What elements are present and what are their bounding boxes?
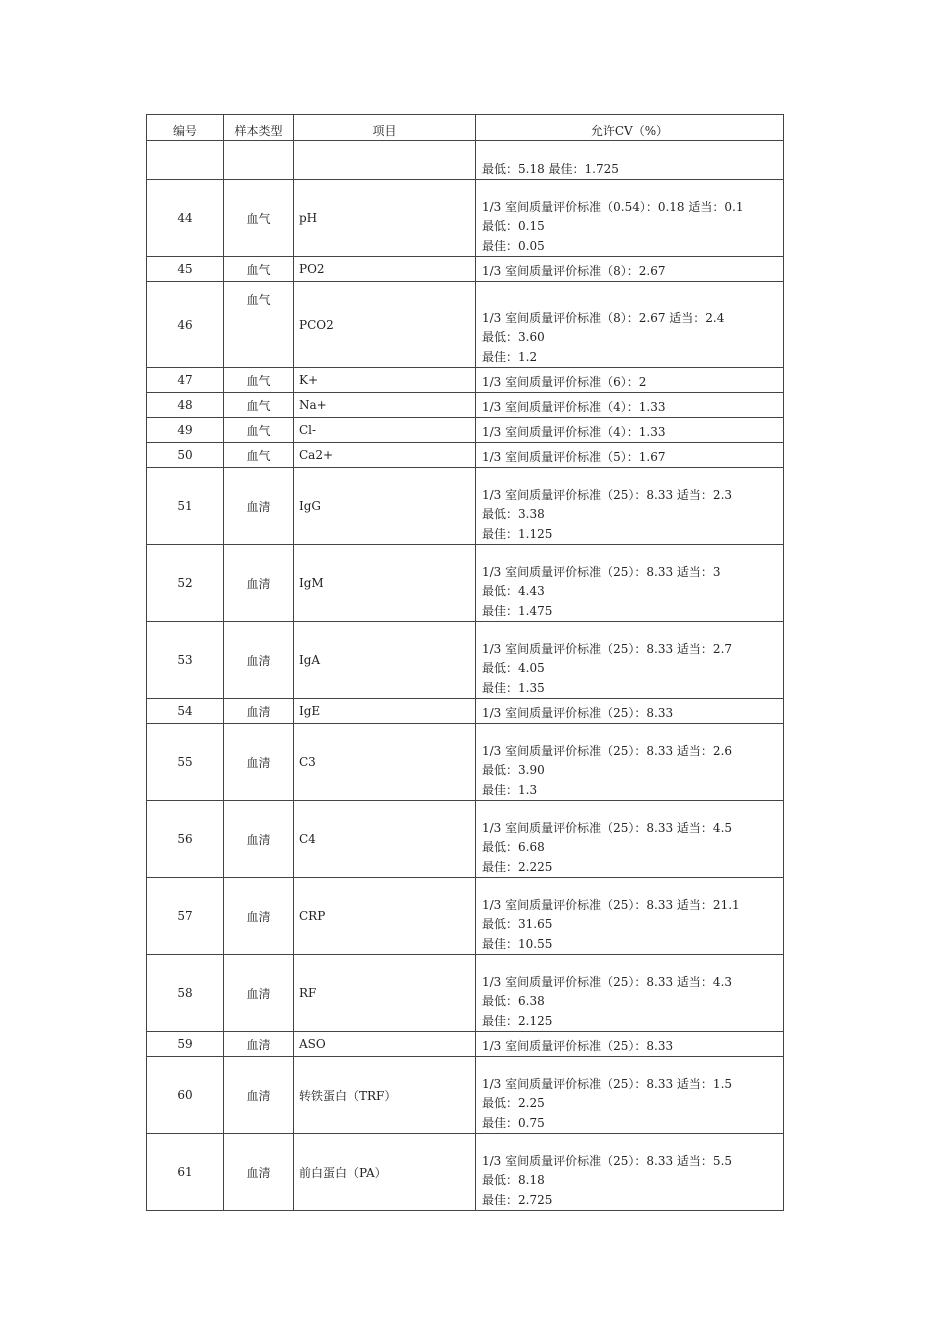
row-allowed-cv (476, 1134, 784, 1211)
row-sample-type: 血气 (224, 282, 294, 368)
row-allowed-cv (476, 1032, 784, 1057)
header-sample-type: 样本类型 (224, 115, 294, 141)
cv-line: 1/3 室间质量评价标准（25）：8.33 适当：4.5 (482, 820, 733, 835)
row-allowed-cv (476, 141, 784, 180)
cv-line: 最佳：1.2 (482, 349, 538, 364)
row-sample-type: 血清 (224, 1032, 294, 1057)
row-item: 前白蛋白（PA） (294, 1134, 476, 1211)
row-allowed-cv (476, 1057, 784, 1134)
row-no: 47 (147, 368, 224, 393)
row-sample-type: 血清 (224, 1057, 294, 1134)
cv-line: 最低：8.18 (482, 1173, 545, 1187)
table-row (147, 1057, 784, 1134)
row-no: 61 (147, 1134, 224, 1211)
cv-line: 最低：0.15 (482, 219, 545, 233)
row-no: 55 (147, 724, 224, 801)
row-no: 52 (147, 545, 224, 622)
row-no: 49 (147, 418, 224, 443)
row-no: 56 (147, 801, 224, 878)
row-item: K+ (294, 368, 476, 393)
row-allowed-cv (476, 468, 784, 545)
row-sample-type: 血气 (224, 443, 294, 468)
row-item: 转铁蛋白（TRF） (294, 1057, 476, 1134)
row-item: CRP (294, 878, 476, 955)
table-header-row (147, 115, 784, 141)
row-allowed-cv (476, 257, 784, 282)
row-allowed-cv (476, 545, 784, 622)
row-allowed-cv (476, 418, 784, 443)
row-sample-type (224, 141, 294, 180)
table-row (147, 257, 784, 282)
table-row (147, 801, 784, 878)
cv-line: 最佳：2.125 (482, 1013, 553, 1028)
table-row (147, 368, 784, 393)
row-allowed-cv (476, 699, 784, 724)
cv-line: 最低：3.90 (482, 763, 545, 777)
cv-line: 最佳：2.725 (482, 1192, 553, 1207)
row-sample-type: 血清 (224, 699, 294, 724)
cv-line: 最佳：1.3 (482, 782, 538, 797)
cv-line: 最佳：1.35 (482, 680, 545, 695)
cv-line: 最低：4.05 (482, 661, 545, 675)
cv-line: 1/3 室间质量评价标准（25）：8.33 适当：2.6 (482, 743, 733, 758)
row-no: 46 (147, 282, 224, 368)
row-no: 48 (147, 393, 224, 418)
row-item: IgE (294, 699, 476, 724)
cv-line: 最低：6.68 (482, 840, 545, 854)
row-item (294, 141, 476, 180)
row-allowed-cv (476, 180, 784, 257)
row-no: 53 (147, 622, 224, 699)
row-sample-type: 血清 (224, 545, 294, 622)
cv-line: 1/3 室间质量评价标准（5）：1.67 (482, 449, 666, 464)
cv-line: 最低：31.65 (482, 917, 553, 931)
row-no (147, 141, 224, 180)
table-row (147, 1134, 784, 1211)
cv-line: 1/3 室间质量评价标准（25）：8.33 适当：2.7 (482, 641, 733, 656)
row-item: ASO (294, 1032, 476, 1057)
table-row (147, 393, 784, 418)
row-allowed-cv (476, 878, 784, 955)
cv-line: 最佳：1.125 (482, 526, 553, 541)
table-row (147, 282, 784, 368)
row-sample-type: 血气 (224, 257, 294, 282)
row-allowed-cv (476, 955, 784, 1032)
row-no: 59 (147, 1032, 224, 1057)
header-item: 项目 (294, 115, 476, 141)
cv-line: 最低：4.43 (482, 584, 545, 598)
cv-line: 最佳：10.55 (482, 936, 553, 951)
cv-line: 1/3 室间质量评价标准（6）：2 (482, 374, 647, 389)
cv-line: 最佳：2.225 (482, 859, 553, 874)
row-no: 54 (147, 699, 224, 724)
row-no: 51 (147, 468, 224, 545)
row-allowed-cv (476, 801, 784, 878)
table-row (147, 955, 784, 1032)
table-row (147, 468, 784, 545)
row-sample-type: 血清 (224, 724, 294, 801)
row-no: 60 (147, 1057, 224, 1134)
cv-table (146, 114, 784, 1211)
cv-line: 1/3 室间质量评价标准（25）：8.33 (482, 705, 674, 720)
row-allowed-cv (476, 368, 784, 393)
row-no: 58 (147, 955, 224, 1032)
cv-line: 1/3 室间质量评价标准（25）：8.33 适当：5.5 (482, 1153, 733, 1168)
row-sample-type: 血气 (224, 393, 294, 418)
row-item: Ca2+ (294, 443, 476, 468)
cv-line: 1/3 室间质量评价标准（8）：2.67 (482, 263, 666, 278)
cv-line: 1/3 室间质量评价标准（25）：8.33 (482, 1038, 674, 1053)
header-no: 编号 (147, 115, 224, 141)
row-allowed-cv (476, 393, 784, 418)
row-sample-type: 血清 (224, 468, 294, 545)
table-row (147, 1032, 784, 1057)
cv-line: 1/3 室间质量评价标准（8）：2.67 适当：2.4 (482, 310, 725, 325)
cv-line: 最低：3.60 (482, 330, 545, 344)
row-no: 57 (147, 878, 224, 955)
cv-line: 1/3 室间质量评价标准（4）：1.33 (482, 424, 666, 439)
cv-line: 最低：3.38 (482, 507, 545, 521)
table-row (147, 418, 784, 443)
row-sample-type: 血清 (224, 1134, 294, 1211)
row-sample-type: 血清 (224, 622, 294, 699)
cv-line: 1/3 室间质量评价标准（25）：8.33 适当：21.1 (482, 897, 740, 912)
row-item: C3 (294, 724, 476, 801)
cv-line: 最低：2.25 (482, 1096, 545, 1110)
cv-line: 1/3 室间质量评价标准（25）：8.33 适当：3 (482, 564, 721, 579)
row-item: C4 (294, 801, 476, 878)
cv-line: 最低：6.38 (482, 994, 545, 1008)
cv-line: 最佳：0.75 (482, 1115, 545, 1130)
row-no: 44 (147, 180, 224, 257)
table-row (147, 699, 784, 724)
header-allowed-cv: 允许CV（%） (476, 115, 784, 141)
row-allowed-cv (476, 282, 784, 368)
row-no: 45 (147, 257, 224, 282)
cv-line: 1/3 室间质量评价标准（4）：1.33 (482, 399, 666, 414)
row-no: 50 (147, 443, 224, 468)
table-row (147, 545, 784, 622)
cv-line: 1/3 室间质量评价标准（0.54）：0.18 适当：0.1 (482, 199, 744, 214)
table-row (147, 180, 784, 257)
cv-line: 最佳：1.475 (482, 603, 553, 618)
row-item: RF (294, 955, 476, 1032)
table-row (147, 141, 784, 180)
table-row (147, 443, 784, 468)
row-allowed-cv (476, 622, 784, 699)
row-item: PCO2 (294, 282, 476, 368)
row-sample-type: 血清 (224, 878, 294, 955)
row-sample-type: 血气 (224, 368, 294, 393)
row-item: Na+ (294, 393, 476, 418)
table-row (147, 878, 784, 955)
row-item: IgG (294, 468, 476, 545)
row-allowed-cv (476, 443, 784, 468)
row-sample-type: 血气 (224, 418, 294, 443)
cv-line: 1/3 室间质量评价标准（25）：8.33 适当：1.5 (482, 1076, 733, 1091)
table-row (147, 724, 784, 801)
cv-line: 最佳：0.05 (482, 238, 545, 253)
row-item: PO2 (294, 257, 476, 282)
row-item: IgA (294, 622, 476, 699)
row-allowed-cv (476, 724, 784, 801)
cv-line: 最低：5.18 最佳：1.725 (482, 161, 619, 176)
row-sample-type: 血清 (224, 801, 294, 878)
table-row (147, 622, 784, 699)
row-item: pH (294, 180, 476, 257)
table-body (147, 141, 784, 1211)
row-sample-type: 血气 (224, 180, 294, 257)
row-item: IgM (294, 545, 476, 622)
cv-line: 1/3 室间质量评价标准（25）：8.33 适当：4.3 (482, 974, 733, 989)
cv-line: 1/3 室间质量评价标准（25）：8.33 适当：2.3 (482, 487, 733, 502)
row-item: Cl- (294, 418, 476, 443)
row-sample-type: 血清 (224, 955, 294, 1032)
